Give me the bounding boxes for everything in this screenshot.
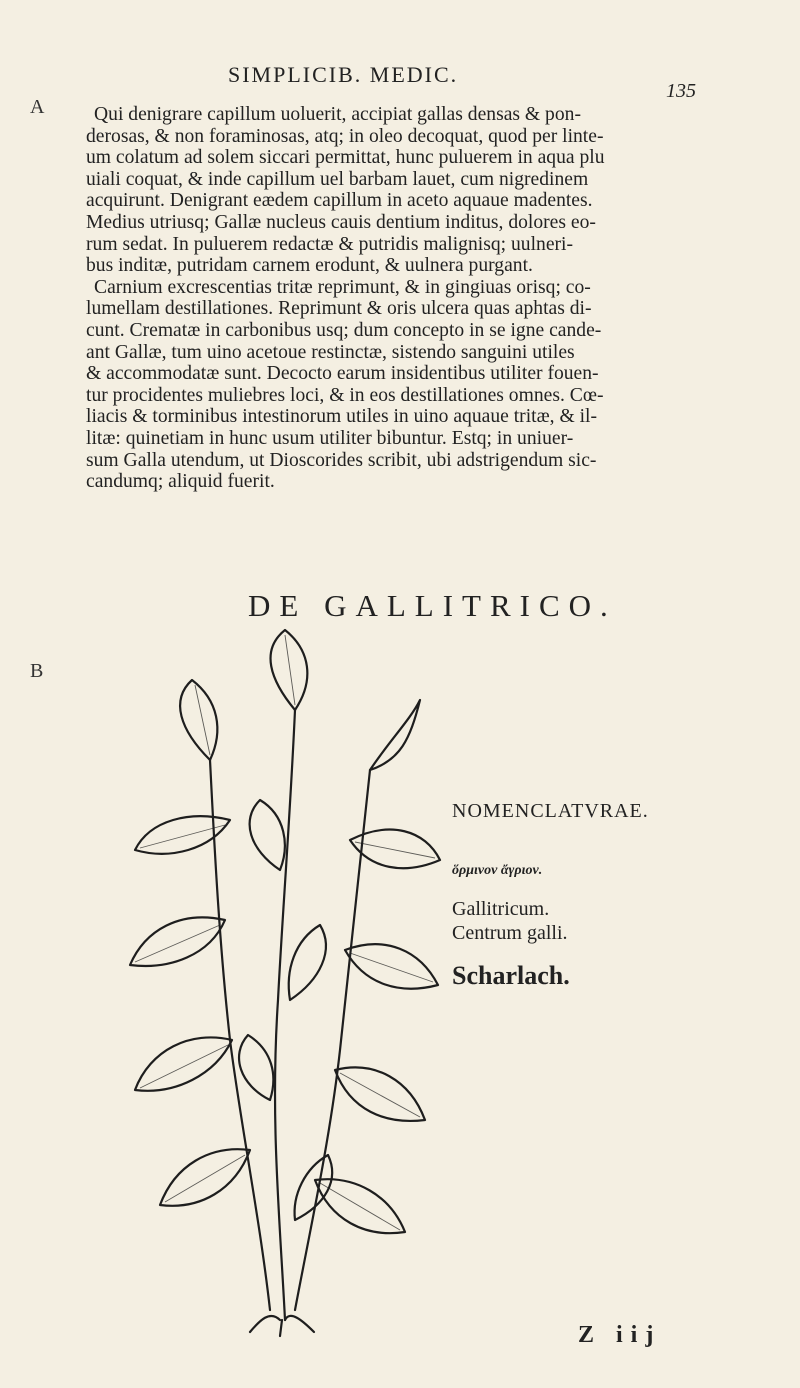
text-line: derosas, & non foraminosas, atq; in oleo decoquat, quod per linte- <box>86 125 604 147</box>
text-line: Qui denigrare capillum uoluerit, accipiat gallas densas & pon- <box>94 104 581 125</box>
text-line: um colatum ad solem siccari permittat, hunc puluerem in aqua plu <box>86 147 605 169</box>
body-text <box>86 104 766 493</box>
margin-mark-b: B <box>30 660 44 682</box>
text-line: Medius utriusq; Gallæ nucleus cauis dentium inditus, dolores eo- <box>86 211 596 233</box>
text-line: acquirunt. Denigrant eædem capillum in aceto aquaue madentes. <box>86 190 593 212</box>
text-line: uiali coquat, & inde capillum uel barbam lauet, cum nigredinem <box>86 168 589 190</box>
text-line: Carnium excrescentias tritæ reprimunt, & in gingiuas orisq; co- <box>94 276 591 298</box>
text-line: liacis & torminibus intestinorum utiles in uino aquaue tritæ, & il- <box>86 406 598 428</box>
text-line: & accommodatæ sunt. Decocto earum insidentibus utiliter fouen- <box>86 363 599 385</box>
german-name: Scharlach. <box>452 961 570 990</box>
text-line: candumq; aliquid fuerit. <box>86 471 275 493</box>
text-line: litæ: quinetiam in hunc usum utiliter bibuntur. Estq; in uniuer- <box>86 427 574 449</box>
folio-number: 135 <box>666 80 696 102</box>
text-line: cunt. Crematæ in carbonibus usq; dum concepto in se igne cande- <box>86 319 602 341</box>
text-line: ant Gallæ, tum uino acetoue restinctæ, sistendo sanguini utiles <box>86 341 575 363</box>
text-line: lumellam destillationes. Reprimunt & oris ulcera quas aphtas di- <box>86 298 592 320</box>
text-line: rum sedat. In puluerem redactæ & putridis malignisq; uulneri- <box>86 233 574 255</box>
section-title: DE GALLITRICO. <box>248 588 617 623</box>
text-line: sum Galla utendum, ut Dioscorides scribit, ubi adstrigendum sic- <box>86 449 597 471</box>
nomenclature-title: NOMENCLATVRAE. <box>452 800 649 822</box>
plant-woodcut-illustration <box>120 620 450 1340</box>
nomenclature-block <box>452 800 649 991</box>
latin-name-2: Centrum galli. <box>452 922 568 944</box>
text-line: tur procidentes muliebres loci, & in eos destillationes omnes. Cœ- <box>86 384 604 406</box>
running-head: SIMPLICIB. MEDIC. <box>228 62 459 87</box>
greek-name: ὅρμινον ἄγριον. <box>452 863 543 878</box>
margin-mark-a: A <box>30 96 45 118</box>
signature-mark: Z iij <box>578 1322 662 1348</box>
text-line: bus inditæ, putridam carnem erodunt, & uulnera purgant. <box>86 255 533 277</box>
latin-name-1: Gallitricum. <box>452 898 550 920</box>
